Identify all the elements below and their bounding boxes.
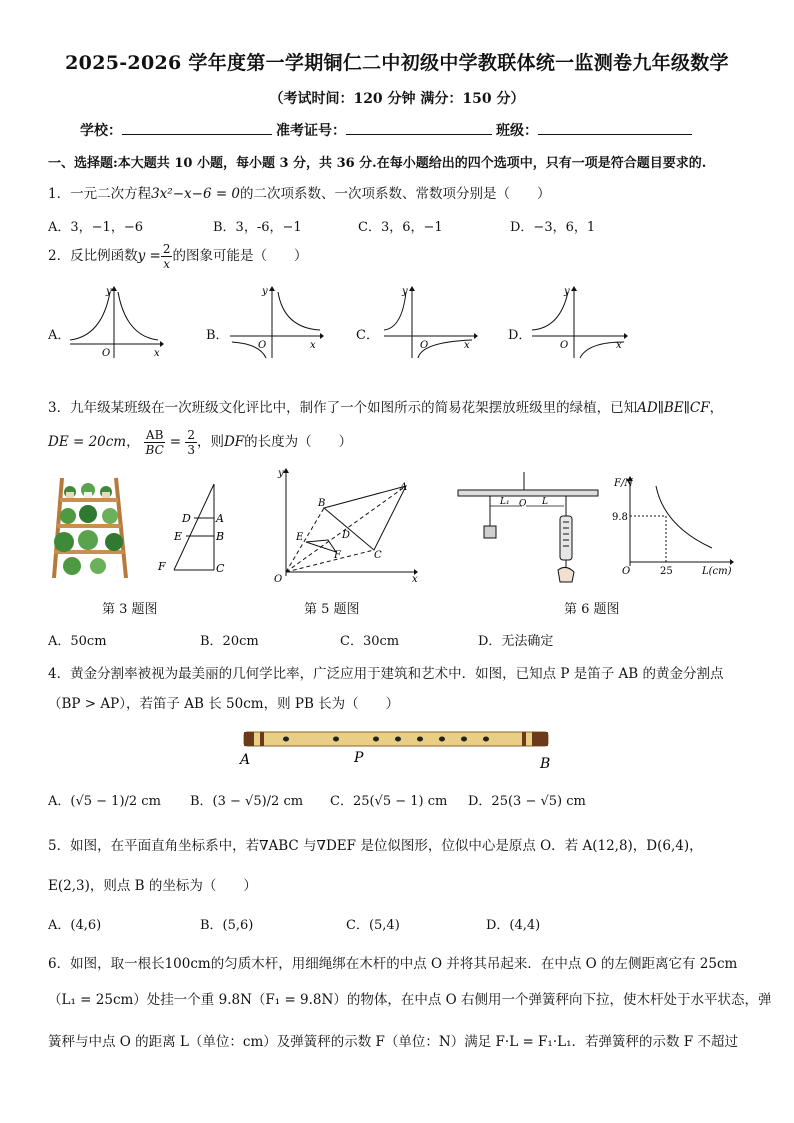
point-d-label: D bbox=[342, 530, 351, 541]
section-heading: 一、选择题:本大题共 10 小题，每小题 3 分，共 36 分.在每小题给出的四个选项中，只有一项是符合题目要求的. bbox=[48, 156, 707, 171]
fraction-numerator: 2 bbox=[162, 242, 171, 256]
origin-label: O bbox=[102, 348, 111, 359]
point-b-label: B bbox=[216, 530, 225, 543]
exam-number-label: 准考证号： bbox=[276, 123, 346, 139]
q2-option-a-label[interactable]: A． bbox=[48, 328, 71, 343]
point-c-label: C bbox=[216, 562, 225, 575]
figure-6-caption: 第 6 题图 bbox=[564, 602, 620, 617]
q3-option-d[interactable]: D．无法确定 bbox=[478, 634, 554, 649]
student-info-fields bbox=[80, 120, 696, 140]
l1-label: L₁ bbox=[500, 497, 510, 507]
q1-option-c[interactable]: C．3，6，−1 bbox=[358, 220, 443, 235]
q1-option-d[interactable]: D．−3，6，1 bbox=[510, 220, 596, 235]
question-6-line-3: 簧秤与中点 O 的距离 L（单位：cm）及弹簧秤的示数 F（单位：N）满足 F·L = F₁·L₁．若弹簧秤的示数 F 不超过 bbox=[48, 1034, 738, 1050]
question-6: 6．如图，取一根长100cm的匀质木杆，用细绳绑在木杆的中点 O 并将其吊起来．在中点 O 的左侧距离它有 25cm bbox=[48, 956, 738, 972]
flute-point-a: A bbox=[240, 752, 251, 768]
figure-6-graph bbox=[612, 474, 738, 578]
q1-option-a[interactable]: A．3，−1，−6 bbox=[48, 220, 143, 235]
q5-option-d[interactable]: D．(4,4) bbox=[486, 918, 541, 933]
flute-illustration bbox=[236, 726, 566, 774]
point-e-label: E bbox=[296, 532, 304, 543]
q2-graph-a[interactable] bbox=[68, 284, 164, 360]
flute-point-p: P bbox=[354, 750, 364, 766]
point-f-label: F bbox=[158, 560, 166, 573]
q3-option-b[interactable]: B．20cm bbox=[200, 634, 259, 649]
q3-option-c[interactable]: C．30cm bbox=[340, 634, 400, 649]
q4-option-b[interactable]: B．(3 − √5)/2 cm bbox=[190, 794, 304, 809]
separator: ， bbox=[126, 434, 140, 450]
ratio-value bbox=[185, 428, 197, 457]
q3-option-a[interactable]: A．50cm bbox=[48, 634, 107, 649]
point-b-label: B bbox=[318, 498, 326, 509]
tick-25: 25 bbox=[660, 566, 673, 577]
origin-label: O bbox=[420, 340, 429, 351]
ratio-value-numerator: 2 bbox=[187, 428, 195, 442]
q2-option-d-label[interactable]: D． bbox=[508, 328, 532, 343]
y-axis-label: y bbox=[402, 286, 408, 297]
class-field[interactable] bbox=[538, 120, 692, 135]
question-2 bbox=[48, 242, 307, 271]
question-1-stem: 1．一元二次方程 bbox=[48, 186, 152, 202]
flute-point-b: B bbox=[540, 756, 551, 772]
f-axis-label: F/N bbox=[614, 478, 634, 489]
question-1-stem-end: 的二次项系数、一次项系数、常数项分别是（ ） bbox=[240, 186, 551, 202]
question-4-line-2: （BP > AP），若笛子 AB 长 50cm，则 PB 长为（ ） bbox=[48, 696, 400, 712]
question-3-parallel: AD∥BE∥CF bbox=[637, 400, 710, 416]
l-axis-label: L(cm) bbox=[702, 566, 732, 577]
x-axis-label: x bbox=[412, 574, 418, 584]
class-label: 班级： bbox=[496, 123, 538, 139]
figure-5-caption: 第 5 题图 bbox=[304, 602, 360, 617]
q2-graph-b[interactable] bbox=[228, 284, 324, 360]
tick-9-8: 9.8 bbox=[612, 512, 628, 523]
ratio-denominator: BC bbox=[145, 443, 164, 457]
y-axis-label: y bbox=[564, 286, 570, 297]
q1-option-b[interactable]: B．3，-6，−1 bbox=[213, 220, 302, 235]
point-f-label: F bbox=[334, 550, 341, 561]
equals-sign: = bbox=[169, 434, 182, 450]
question-3-stem-end: 的长度为（ ） bbox=[244, 434, 353, 450]
origin-label: O bbox=[560, 340, 569, 351]
q5-option-c[interactable]: C．(5,4) bbox=[346, 918, 400, 933]
question-5-line-2: E(2,3)，则点 B 的坐标为（ ） bbox=[48, 878, 257, 894]
point-d-label: D bbox=[182, 512, 191, 525]
q5-option-a[interactable]: A．(4,6) bbox=[48, 918, 102, 933]
question-3-then: ，则 bbox=[196, 434, 224, 450]
origin-label: O bbox=[258, 340, 267, 351]
q2-graph-d[interactable] bbox=[530, 284, 630, 360]
y-axis-label: y bbox=[278, 468, 284, 479]
pivot-o-label: O bbox=[519, 499, 527, 509]
question-3 bbox=[48, 396, 723, 416]
x-axis-label: x bbox=[154, 348, 160, 359]
school-field[interactable] bbox=[122, 120, 272, 135]
question-4: 4．黄金分割率被视为最美丽的几何学比率，广泛应用于建筑和艺术中．如图，已知点 P 是笛子 AB 的黄金分割点 bbox=[48, 666, 724, 682]
point-a-label: A bbox=[216, 512, 224, 525]
y-axis-label: y bbox=[106, 286, 112, 297]
point-c-label: C bbox=[374, 550, 382, 561]
l-label: L bbox=[542, 497, 548, 507]
point-a-label: A bbox=[400, 482, 408, 493]
question-3-line-2 bbox=[48, 428, 352, 457]
question-3-stem: 3．九年级某班级在一次班级文化评比中，制作了一个如图所示的简易花架摆放班级里的绿植，已知 bbox=[48, 400, 638, 416]
q4-option-c[interactable]: C．25(√5 − 1) cm bbox=[330, 794, 448, 809]
figure-5-diagram bbox=[262, 466, 422, 584]
comma: ， bbox=[709, 400, 724, 416]
x-axis-label: x bbox=[310, 340, 316, 351]
x-axis-label: x bbox=[464, 340, 470, 351]
ratio-value-denominator: 3 bbox=[187, 443, 195, 457]
school-label: 学校： bbox=[80, 123, 122, 139]
fraction-denominator: x bbox=[163, 257, 171, 271]
figure-6-beam-diagram bbox=[456, 470, 606, 586]
origin-label: O bbox=[274, 574, 283, 584]
q2-option-b-label[interactable]: B． bbox=[206, 328, 229, 343]
question-2-stem-end: 的图象可能是（ ） bbox=[172, 248, 308, 264]
question-2-function: y = bbox=[137, 248, 161, 264]
q2-graph-c[interactable] bbox=[382, 284, 478, 360]
q4-option-d[interactable]: D．25(3 − √5) cm bbox=[468, 794, 586, 809]
q4-option-a[interactable]: A．(√5 − 1)/2 cm bbox=[48, 794, 161, 809]
exam-number-field[interactable] bbox=[346, 120, 492, 135]
question-1 bbox=[48, 182, 551, 202]
question-3-given-de: DE = 20cm bbox=[48, 434, 127, 450]
x-axis-label: x bbox=[616, 340, 622, 351]
figure-3-caption: 第 3 题图 bbox=[102, 602, 158, 617]
ratio-ab-bc bbox=[144, 428, 165, 457]
question-2-stem: 2．反比例函数 bbox=[48, 248, 138, 264]
ratio-numerator: AB bbox=[145, 428, 164, 442]
q5-option-b[interactable]: B．(5,6) bbox=[200, 918, 254, 933]
point-e-label: E bbox=[174, 530, 183, 543]
figure-3-diagram bbox=[148, 478, 232, 578]
exam-info: （考试时间：120 分钟 满分：150 分） bbox=[269, 91, 525, 107]
question-6-line-2: （L₁ = 25cm）处挂一个重 9.8N（F₁ = 9.8N）的物体，在中点 O 右侧用一个弹簧秤向下拉，使木杆处于水平状态，弹 bbox=[48, 992, 772, 1008]
flower-rack-photo bbox=[48, 474, 130, 578]
origin-label: O bbox=[622, 566, 631, 577]
page-title: 2025-2026 学年度第一学期铜仁二中初级中学教联体统一监测卷九年级数学 bbox=[65, 52, 729, 74]
question-2-fraction bbox=[161, 242, 173, 271]
question-1-equation: 3x²−x−6 = 0 bbox=[151, 186, 241, 202]
segment-df: DF bbox=[223, 434, 245, 450]
question-5: 5．如图，在平面直角坐标系中，若∇ABC 与∇DEF 是位似图形，位似中心是原点 O．若 A(12,8)，D(6,4)， bbox=[48, 838, 703, 854]
y-axis-label: y bbox=[262, 286, 268, 297]
q2-option-c-label[interactable]: C． bbox=[356, 328, 379, 343]
